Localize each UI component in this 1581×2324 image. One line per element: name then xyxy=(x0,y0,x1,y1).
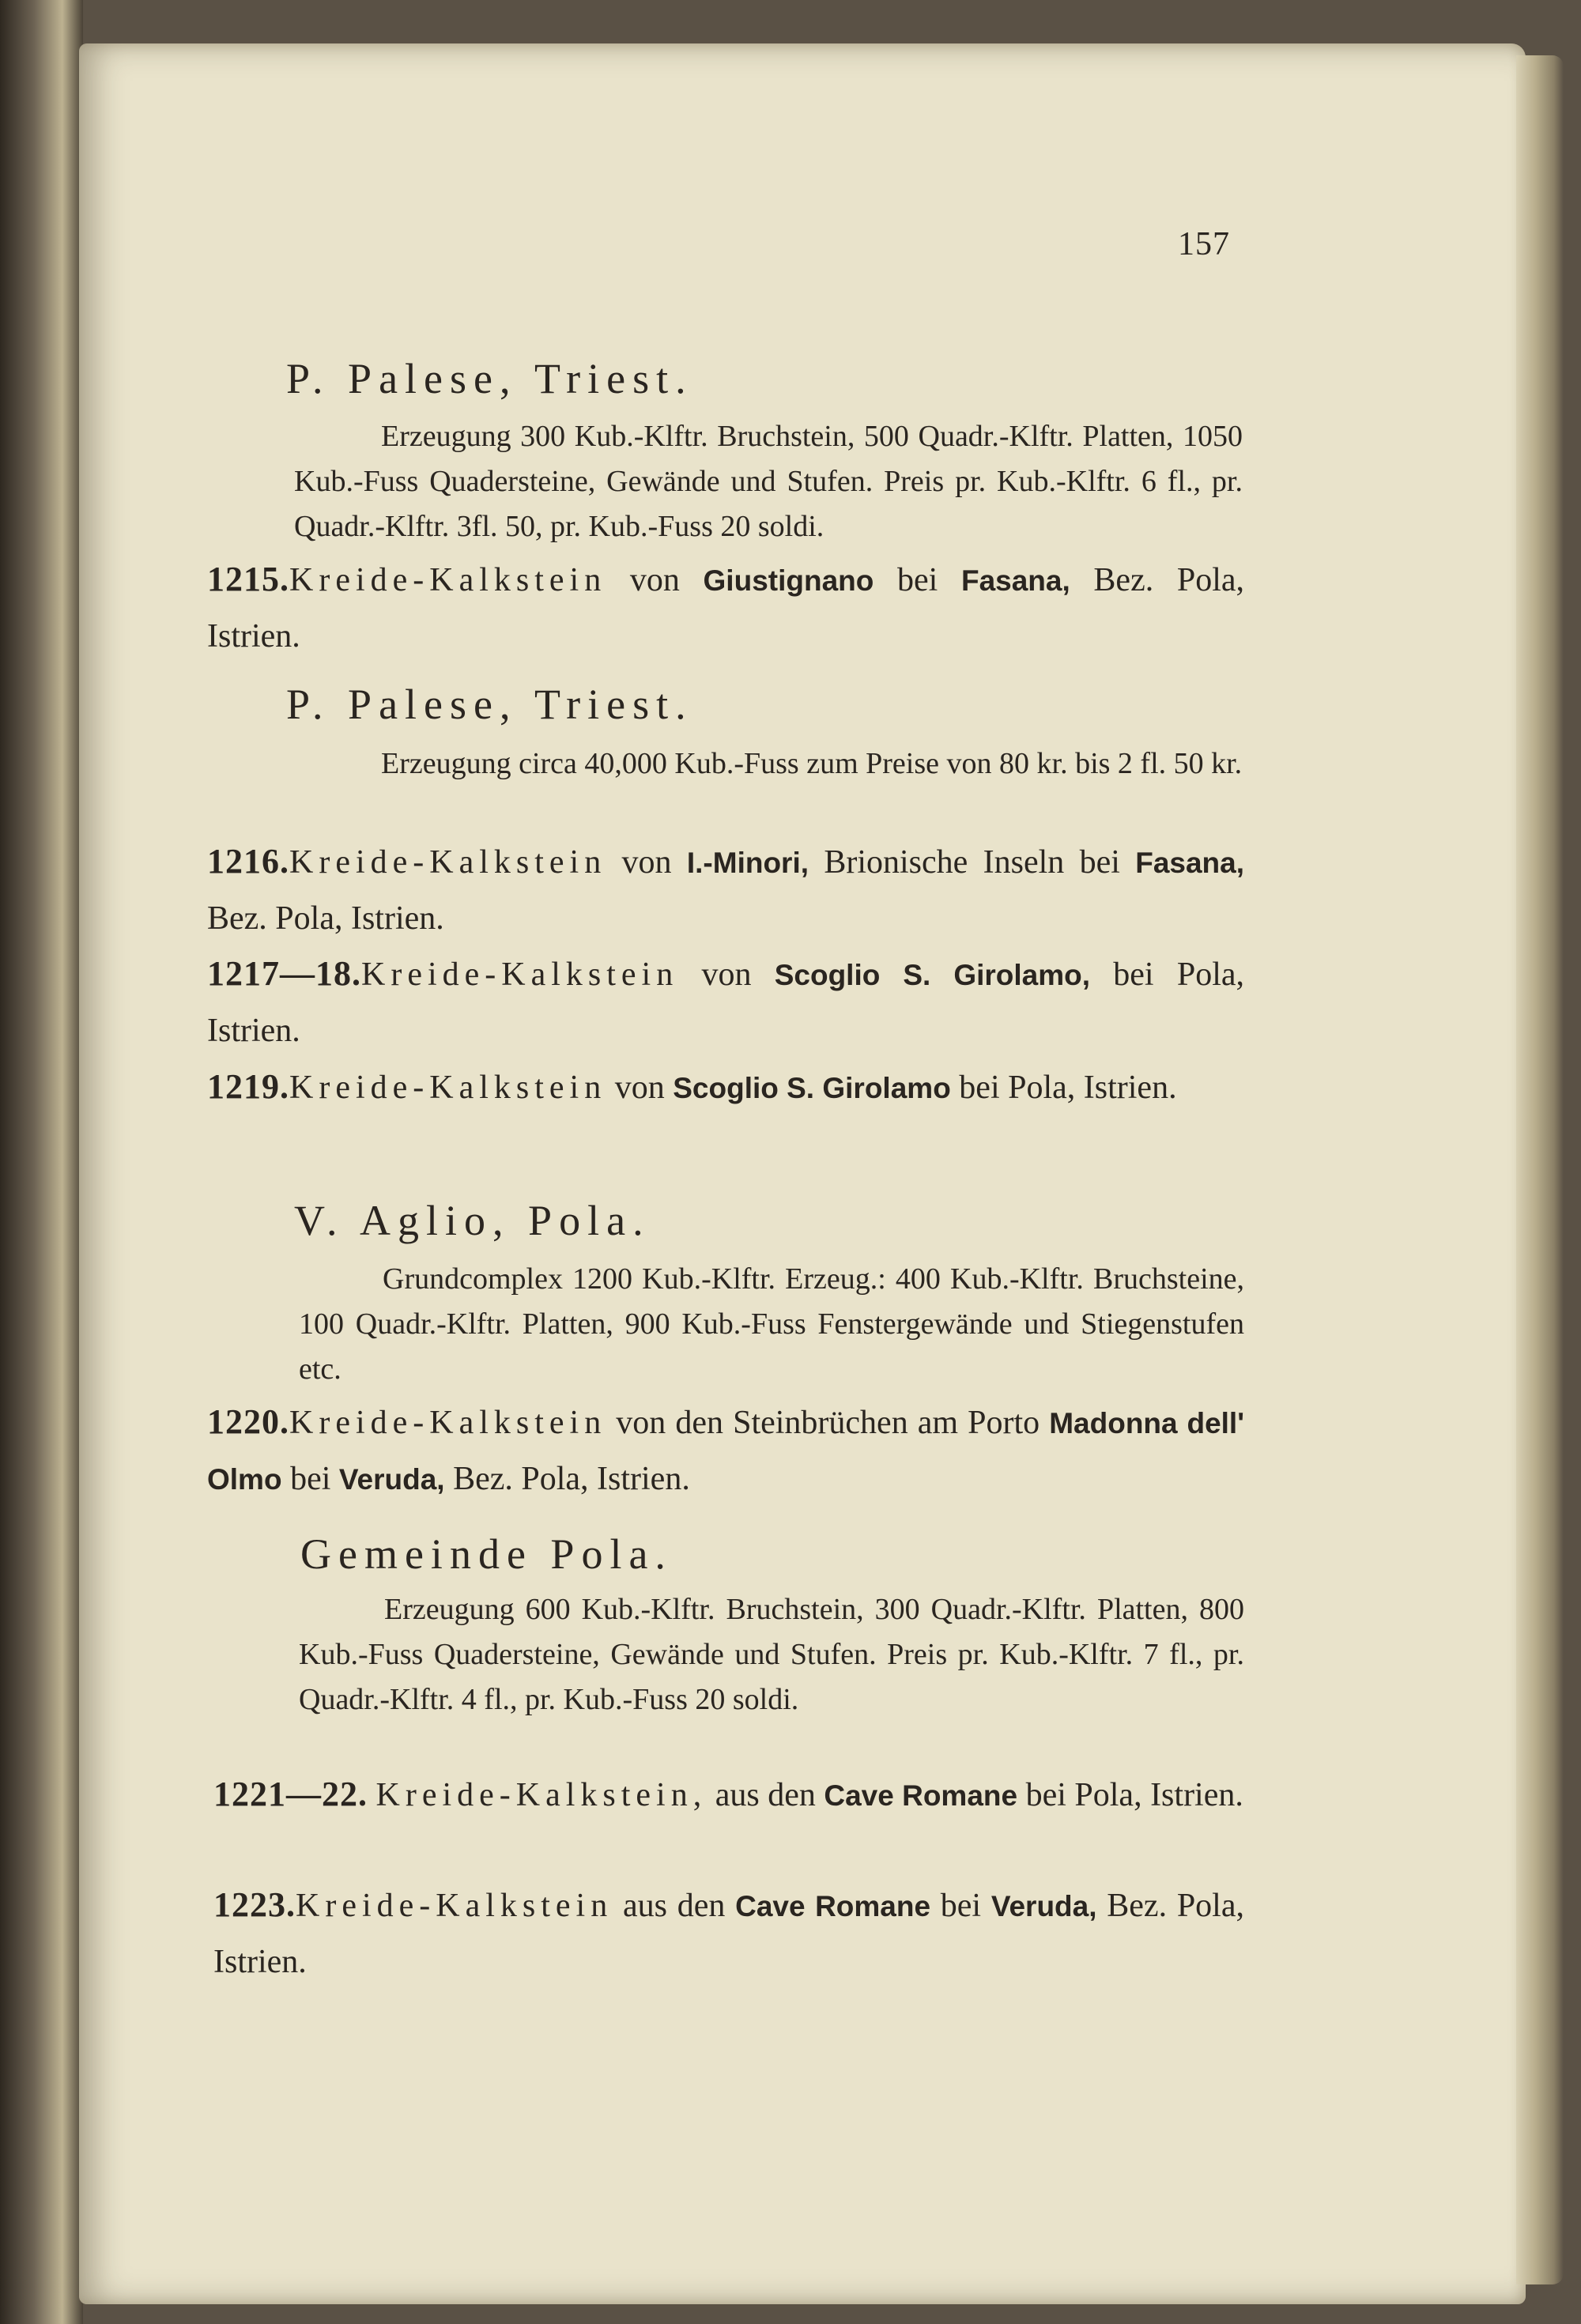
page-number: 157 xyxy=(1178,226,1230,262)
firm-description-gemeinde-pola: Erzeugung 600 Kub.-Klftr. Bruchstein, 300 Quadr.-Klftr. Platten, 800 Kub.-Fuss Quadersteine, Gewände und Stufen. Preis pr. Kub.-Klftr. 7 fl., pr. Quadr.-Klftr. 4 fl., pr. Kub.-Fuss 20 soldi. xyxy=(299,1593,1244,1716)
entry-text: Bez. Pola, Istrien. xyxy=(444,1461,690,1497)
entry-1223 xyxy=(213,1877,1244,1990)
place-name: Fasana, xyxy=(1135,847,1245,879)
place-name: Veruda, xyxy=(338,1463,445,1496)
entry-number: 1219. xyxy=(207,1067,289,1106)
firm-description-aglio: Grundcomplex 1200 Kub.-Klftr. Erzeug.: 400 Kub.-Klftr. Bruchsteine, 100 Quadr.-Klftr. Platten, 900 Kub.-Fuss Fenstergewände und Stiegenstufen etc. xyxy=(299,1262,1244,1386)
entry-text: bei xyxy=(930,1888,991,1924)
place-name: Cave Romane xyxy=(735,1890,931,1922)
entry-number: 1215. xyxy=(207,560,289,598)
entry-number: 1216. xyxy=(207,842,289,881)
entry-text: von den Steinbrüchen am Porto xyxy=(606,1405,1050,1441)
place-name: Veruda, xyxy=(990,1890,1097,1922)
entry-text: aus den xyxy=(613,1888,736,1924)
entry-number: 1221—22. xyxy=(213,1775,368,1813)
firm-heading-aglio: V. Aglio, Pola. xyxy=(294,1197,651,1244)
stone-type: Kreide-Kalkstein xyxy=(289,1405,607,1441)
entry-text: bei Pola, Istrien. xyxy=(950,1070,1177,1106)
entry-text: Bez. Pola, Istrien. xyxy=(207,562,1245,655)
place-name: Scoglio S. Girolamo, xyxy=(774,959,1091,991)
entry-text: von xyxy=(678,956,775,993)
entry-1215 xyxy=(207,552,1244,664)
entry-text: aus den xyxy=(707,1777,824,1813)
place-name: Cave Romane xyxy=(824,1779,1018,1812)
entry-text: Bez. Pola, Istrien. xyxy=(207,900,444,937)
place-name: I.-Minori, xyxy=(686,847,809,879)
stone-type: Kreide-Kalkstein xyxy=(361,956,679,993)
stone-type: Kreide-Kalkstein xyxy=(296,1888,613,1924)
entry-text: bei xyxy=(281,1461,339,1497)
firm-heading-gemeinde-pola: Gemeinde Pola. xyxy=(300,1530,673,1578)
place-name: Giustignano xyxy=(703,564,874,597)
entry-1216 xyxy=(207,834,1244,946)
stone-type: Kreide-Kalkstein xyxy=(289,844,607,881)
entry-number: 1217—18. xyxy=(207,954,361,993)
place-name: Madonna dell' Olmo xyxy=(207,1407,1245,1496)
entry-text: Brionische Inseln bei xyxy=(809,844,1136,881)
entry-text: Bez. Pola, Istrien. xyxy=(213,1888,1244,1980)
entry-number: 1220. xyxy=(207,1402,289,1441)
stone-type: Kreide-Kalkstein xyxy=(289,1070,607,1106)
entry-1219 xyxy=(207,1059,1244,1116)
firm-heading-palese-2: P. Palese, Triest. xyxy=(286,681,693,728)
entry-text: von xyxy=(606,1070,674,1106)
entry-number: 1223. xyxy=(213,1885,296,1924)
stone-type: Kreide-Kalkstein xyxy=(289,562,607,598)
firm-description-palese-2: Erzeugung circa 40,000 Kub.-Fuss zum Preise von 80 kr. bis 2 fl. 50 kr. xyxy=(381,747,1243,780)
entry-1220 xyxy=(207,1394,1244,1507)
entry-1221-22 xyxy=(213,1767,1244,1824)
entry-text: bei Pola, Istrien. xyxy=(207,956,1245,1049)
stone-type: Kreide-Kalkstein, xyxy=(375,1777,707,1813)
firm-description-palese-1: Erzeugung 300 Kub.-Klftr. Bruchstein, 500 Quadr.-Klftr. Platten, 1050 Kub.-Fuss Quadersteine, Gewände und Stufen. Preis pr. Kub.-Klftr. 6 fl., pr. Quadr.-Klftr. 3fl. 50, pr. Kub.-Fuss 20 soldi. xyxy=(294,420,1243,543)
place-name: Fasana, xyxy=(960,564,1070,597)
entry-text: von xyxy=(606,844,687,881)
firm-heading-palese-1: P. Palese, Triest. xyxy=(286,355,693,402)
place-name: Scoglio S. Girolamo xyxy=(673,1072,951,1104)
entry-text: von xyxy=(606,562,704,598)
entry-1217-18 xyxy=(207,946,1244,1058)
entry-text: bei xyxy=(874,562,961,598)
entry-text: bei Pola, Istrien. xyxy=(1017,1777,1243,1813)
